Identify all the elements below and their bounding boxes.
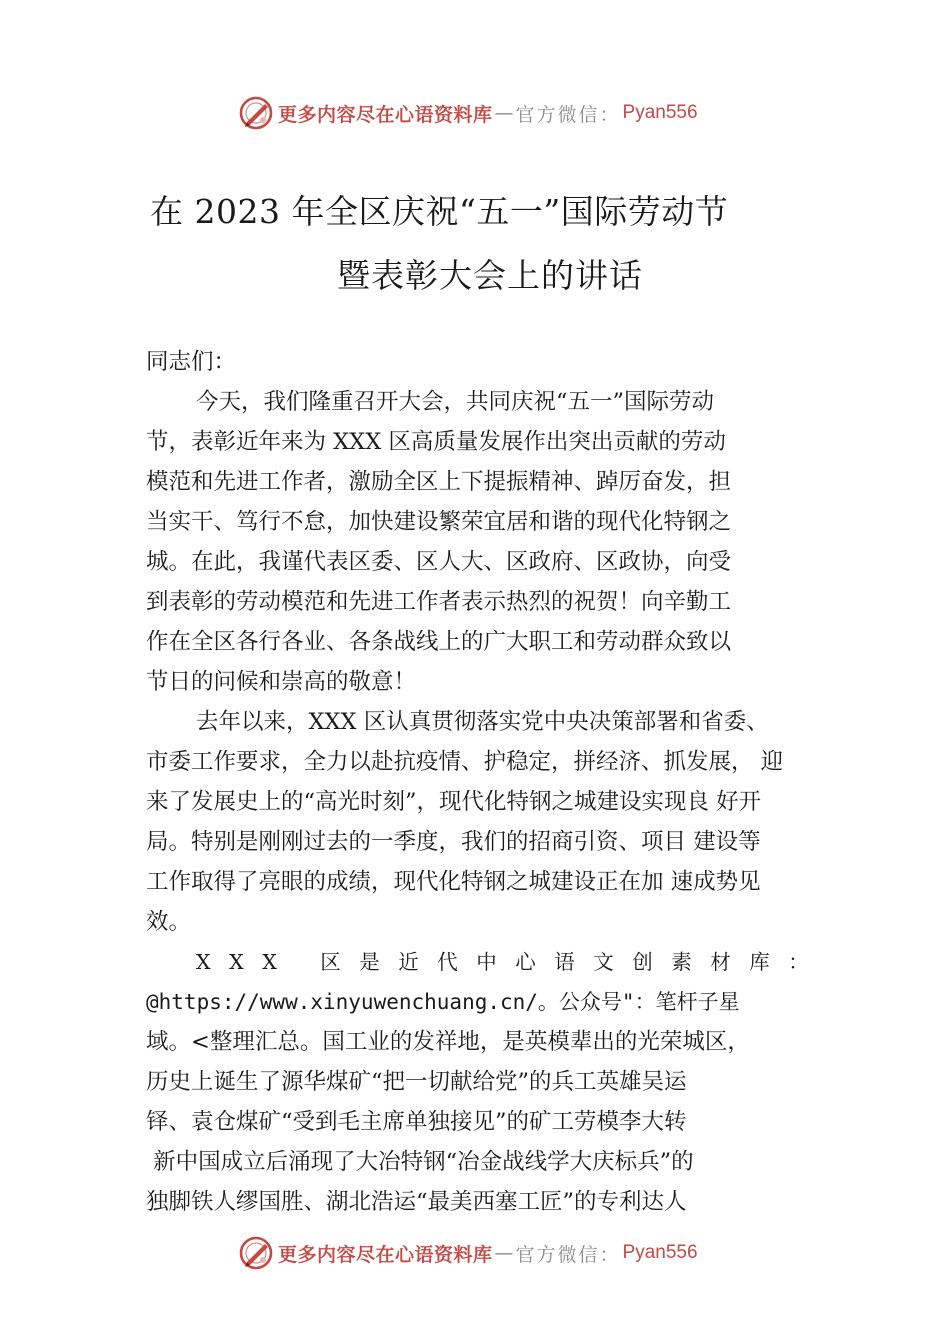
body-line: 模范和先进工作者，激励全区上下提振精神、踔厉奋发，担 (146, 469, 732, 495)
body-line: 历史上诞生了源华煤矿“把一切献给党”的兵工英雄吴运 (146, 1069, 687, 1095)
salutation: 同志们： (146, 349, 237, 375)
body-line: 效。 (146, 909, 192, 935)
body-line: 铎、袁仓煤矿“受到毛主席单独接见”的矿工劳模李大转 (146, 1109, 687, 1135)
body-line: 去年以来，XXX 区认真贯彻落实党中央决策部署和省委、 (196, 709, 769, 735)
pen-logo-icon (238, 95, 274, 131)
body-line: 工作取得了亮眼的成绩，现代化特钢之城建设正在加 速成势见 (146, 869, 761, 895)
body-line: 域。<整理汇总。国工业的发祥地，是英模辈出的光荣城区， (146, 1029, 750, 1055)
watermark-dash: — (494, 102, 514, 124)
body-line: 到表彰的劳动模范和先进工作者表示热烈的祝贺！向辛勤工 (146, 589, 732, 615)
watermark-dash: — (494, 1242, 514, 1264)
watermark-text: 更多内容尽在心语资料库 (278, 103, 493, 126)
body-line: 独脚铁人缪国胜、湖北浩运“最美西塞工匠”的专利达人 (146, 1189, 687, 1215)
watermark-wechat-label: 官方微信： (515, 103, 621, 126)
body-line: 作在全区各行各业、各条战线上的广大职工和劳动群众致以 (146, 629, 732, 655)
watermark-wechat-id: Pyan556 (622, 1242, 698, 1263)
body-line: 今天，我们隆重召开大会，共同庆祝“五一”国际劳动 (196, 389, 715, 415)
body-line: @https://www.xinyuwenchuang.cn/。公众号"：笔杆子星 (146, 990, 740, 1014)
page-title-line-2: 暨表彰大会上的讲话 (337, 256, 643, 295)
body-line: 城。在此，我谨代表区委、区人大、区政府、区政协，向受 (146, 549, 732, 575)
watermark-text: 更多内容尽在心语资料库 (278, 1243, 493, 1266)
body-line: 局。特别是刚刚过去的一季度，我们的招商引资、项目 建设等 (146, 829, 761, 855)
speech-body (146, 342, 830, 1222)
body-line: 节，表彰近年来为 XXX 区高质量发展作出突出贡献的劳动 (146, 429, 726, 455)
pen-logo-icon (238, 1235, 274, 1271)
watermark-wechat-id: Pyan556 (622, 102, 698, 123)
watermark-wechat-label: 官方微信： (515, 1243, 621, 1266)
body-line: 市委工作要求，全力以赴抗疫情、护稳定，拼经济、抓发展， 迎 (146, 749, 784, 775)
body-line-spaced: XXX 区是近代中心语文创素材库： (196, 950, 828, 974)
body-line: 新中国成立后涌现了大冶特钢“冶金战线学大庆标兵”的 (146, 1149, 694, 1175)
page-title-line-1: 在 2023 年全区庆祝“五一”国际劳动节 (150, 192, 729, 231)
body-line: 节日的问候和崇高的敬意！ (146, 669, 417, 695)
watermark-banner-top (0, 93, 950, 133)
body-line: 来了发展史上的“高光时刻”，现代化特钢之城建设实现良 好开 (146, 789, 762, 815)
body-line: 当实干、笃行不怠，加快建设繁荣宜居和谐的现代化特钢之 (146, 509, 732, 535)
watermark-banner-bottom (0, 1233, 950, 1273)
